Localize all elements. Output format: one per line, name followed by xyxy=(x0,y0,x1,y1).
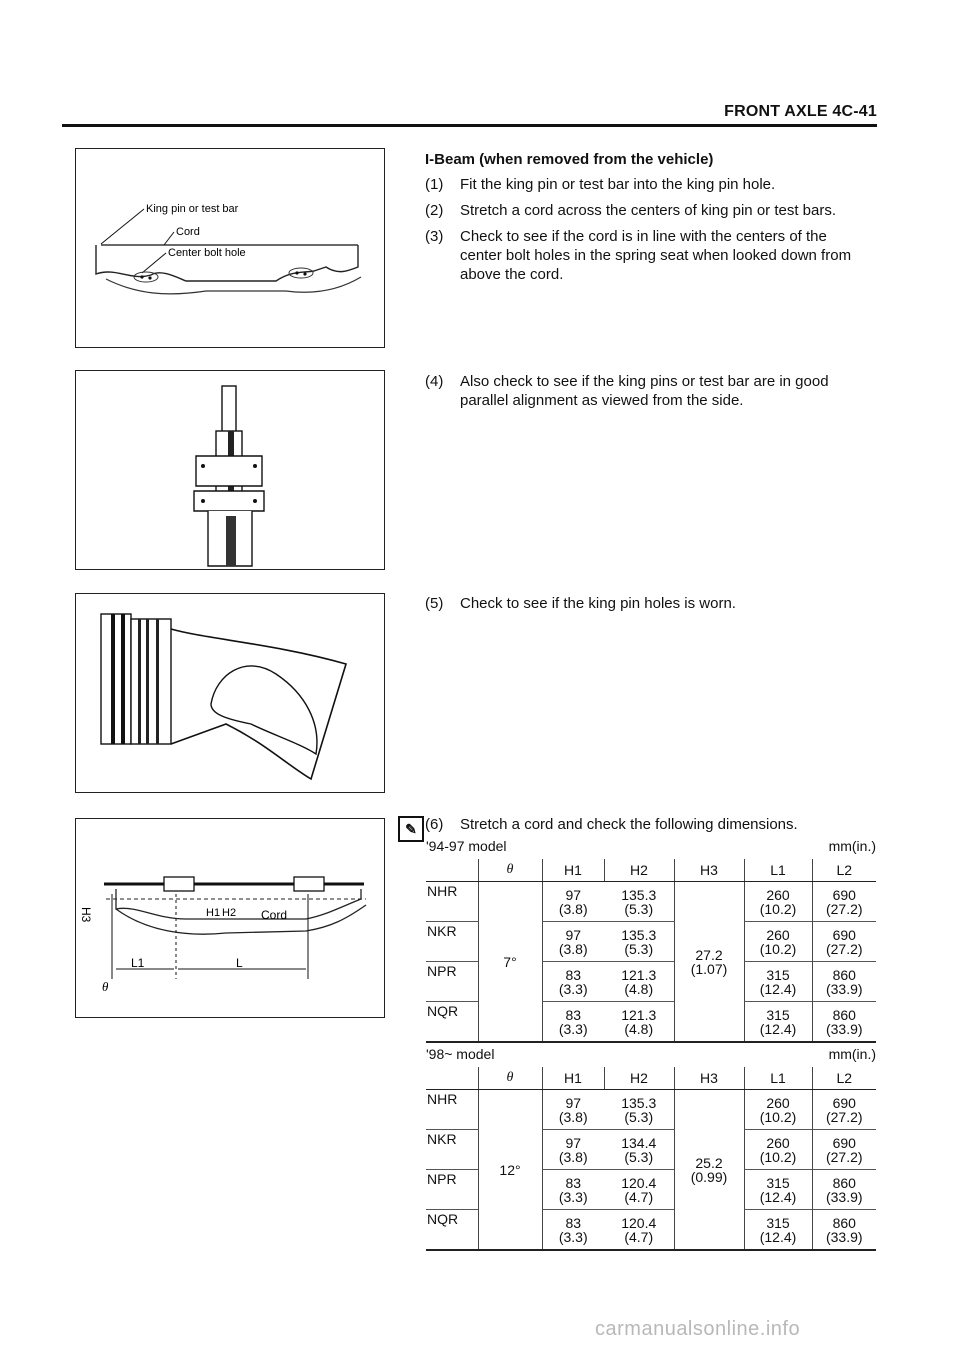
h3-cell: 27.2 (1.07) xyxy=(674,882,744,1043)
step-3 xyxy=(425,227,865,284)
dimension-table xyxy=(426,859,876,1043)
l1-cell: 315 (12.4) xyxy=(744,1210,812,1251)
header-cell: H1 xyxy=(542,1067,604,1090)
model-cell: NKR xyxy=(426,1130,478,1170)
table-row xyxy=(426,1090,876,1130)
model-cell: NPR xyxy=(426,1170,478,1210)
table-unit-label: mm(in.) xyxy=(828,838,876,854)
h1-cell: 83 (3.3) xyxy=(542,1002,604,1043)
cord-dim-label: Cord xyxy=(261,908,288,922)
h2-cell: 121.3 (4.8) xyxy=(604,1002,674,1043)
section-parallel-check xyxy=(425,372,865,417)
l2-cell: 690 (27.2) xyxy=(812,882,876,922)
h1-cell: 97 (3.8) xyxy=(542,922,604,962)
h2-cell: 120.4 (4.7) xyxy=(604,1210,674,1251)
test-bar-illustration xyxy=(76,371,386,571)
section-ibeam xyxy=(425,150,865,291)
header-cell: H1 xyxy=(542,859,604,882)
h2-cell: 134.4 (5.3) xyxy=(604,1130,674,1170)
h2-cell: 120.4 (4.7) xyxy=(604,1170,674,1210)
l1-cell: 260 (10.2) xyxy=(744,1090,812,1130)
step-text: Stretch a cord across the centers of king pin or test bars. xyxy=(460,202,837,219)
table-header-row xyxy=(426,1067,876,1090)
l2-label: L xyxy=(236,956,243,970)
dimension-table-94-97 xyxy=(426,838,876,1043)
step-number: (2) xyxy=(425,202,444,219)
table-unit-label: mm(in.) xyxy=(828,1046,876,1062)
l1-label: L1 xyxy=(131,956,145,970)
h1-cell: 97 (3.8) xyxy=(542,882,604,922)
h2-cell: 135.3 (5.3) xyxy=(604,922,674,962)
note-icon: ✎ xyxy=(398,816,424,842)
page-header-title: FRONT AXLE 4C-41 xyxy=(724,103,877,120)
header-cell: H3 xyxy=(674,1067,744,1090)
l1-cell: 260 (10.2) xyxy=(744,922,812,962)
l2-cell: 860 (33.9) xyxy=(812,1210,876,1251)
header-cell: H2 xyxy=(604,1067,674,1090)
model-cell: NKR xyxy=(426,922,478,962)
step-2 xyxy=(425,201,865,220)
header-cell: L2 xyxy=(812,1067,876,1090)
l1-cell: 260 (10.2) xyxy=(744,882,812,922)
watermark: carmanualsonline.info xyxy=(595,1318,801,1340)
header-cell: L1 xyxy=(744,1067,812,1090)
model-cell: NHR xyxy=(426,1090,478,1130)
model-cell: NHR xyxy=(426,882,478,922)
dimension-table xyxy=(426,1067,876,1251)
figure-king-pin-hole xyxy=(75,593,385,793)
l2-cell: 860 (33.9) xyxy=(812,1170,876,1210)
l1-cell: 315 (12.4) xyxy=(744,962,812,1002)
l1-cell: 315 (12.4) xyxy=(744,1170,812,1210)
h1-label: H1 xyxy=(206,907,221,919)
table-row xyxy=(426,882,876,922)
l2-cell: 860 (33.9) xyxy=(812,962,876,1002)
step-text: Fit the king pin or test bar into the king pin hole. xyxy=(460,176,776,193)
step-number: (6) xyxy=(425,816,444,833)
h1-cell: 97 (3.8) xyxy=(542,1090,604,1130)
h1-cell: 83 (3.3) xyxy=(542,1170,604,1210)
h2-cell: 135.3 (5.3) xyxy=(604,1090,674,1130)
step-text: Stretch a cord and check the following dimensions. xyxy=(460,816,798,833)
step-number: (1) xyxy=(425,176,444,193)
step-text: Check to see if the king pin holes is worn. xyxy=(460,595,736,612)
l2-cell: 690 (27.2) xyxy=(812,1130,876,1170)
step-4 xyxy=(425,372,865,410)
center-bolt-label: Center bolt hole xyxy=(168,247,246,259)
table-header-row xyxy=(426,859,876,882)
step-5 xyxy=(425,594,865,613)
step-number: (5) xyxy=(425,595,444,612)
figure-dimensions xyxy=(75,818,385,1018)
header-cell: L2 xyxy=(812,859,876,882)
header-cell xyxy=(426,859,478,882)
step-text: Also check to see if the king pins or test bar are in good parallel alignment as viewed from the side. xyxy=(460,373,829,409)
section-title: I-Beam (when removed from the vehicle) xyxy=(425,151,714,168)
l2-cell: 860 (33.9) xyxy=(812,1002,876,1043)
header-cell: H2 xyxy=(604,859,674,882)
king-pin-label: King pin or test bar xyxy=(146,203,239,215)
ibeam-cord-illustration xyxy=(76,149,386,349)
dimension-table-98 xyxy=(426,1046,876,1251)
figure-ibeam-cord xyxy=(75,148,385,348)
h2-cell: 121.3 (4.8) xyxy=(604,962,674,1002)
h3-label: H3 xyxy=(79,907,93,923)
step-6 xyxy=(425,815,875,834)
king-pin-hole-illustration xyxy=(76,594,386,794)
step-number: (3) xyxy=(425,228,444,245)
model-cell: NQR xyxy=(426,1210,478,1251)
step-number: (4) xyxy=(425,373,444,390)
model-cell: NPR xyxy=(426,962,478,1002)
theta-label: θ xyxy=(102,979,109,994)
figure-test-bar-alignment xyxy=(75,370,385,570)
l1-cell: 315 (12.4) xyxy=(744,1002,812,1043)
table-caption xyxy=(426,1046,876,1062)
table-model-label: '94-97 model xyxy=(426,838,507,854)
cord-label: Cord xyxy=(176,226,200,238)
dimensions-illustration xyxy=(76,819,386,1019)
h1-cell: 83 (3.3) xyxy=(542,962,604,1002)
theta-cell: 7° xyxy=(478,882,542,1043)
step-text: Check to see if the cord is in line with the centers of the center bolt holes in the spring seat when looked down from above the cord. xyxy=(460,228,852,283)
step-1 xyxy=(425,175,865,194)
h2-cell: 135.3 (5.3) xyxy=(604,882,674,922)
header-cell xyxy=(426,1067,478,1090)
l2-cell: 690 (27.2) xyxy=(812,1090,876,1130)
h1-cell: 97 (3.8) xyxy=(542,1130,604,1170)
header-rule xyxy=(62,124,877,127)
table-model-label: '98~ model xyxy=(426,1046,495,1062)
table-caption xyxy=(426,838,876,854)
header-cell: θ xyxy=(478,1067,542,1090)
header-cell: L1 xyxy=(744,859,812,882)
theta-cell: 12° xyxy=(478,1090,542,1251)
l2-cell: 690 (27.2) xyxy=(812,922,876,962)
section-wear-check xyxy=(425,594,865,620)
h3-cell: 25.2 (0.99) xyxy=(674,1090,744,1251)
h2-label: H2 xyxy=(222,907,237,919)
h1-cell: 83 (3.3) xyxy=(542,1210,604,1251)
model-cell: NQR xyxy=(426,1002,478,1043)
header-cell: θ xyxy=(478,859,542,882)
l1-cell: 260 (10.2) xyxy=(744,1130,812,1170)
header-cell: H3 xyxy=(674,859,744,882)
